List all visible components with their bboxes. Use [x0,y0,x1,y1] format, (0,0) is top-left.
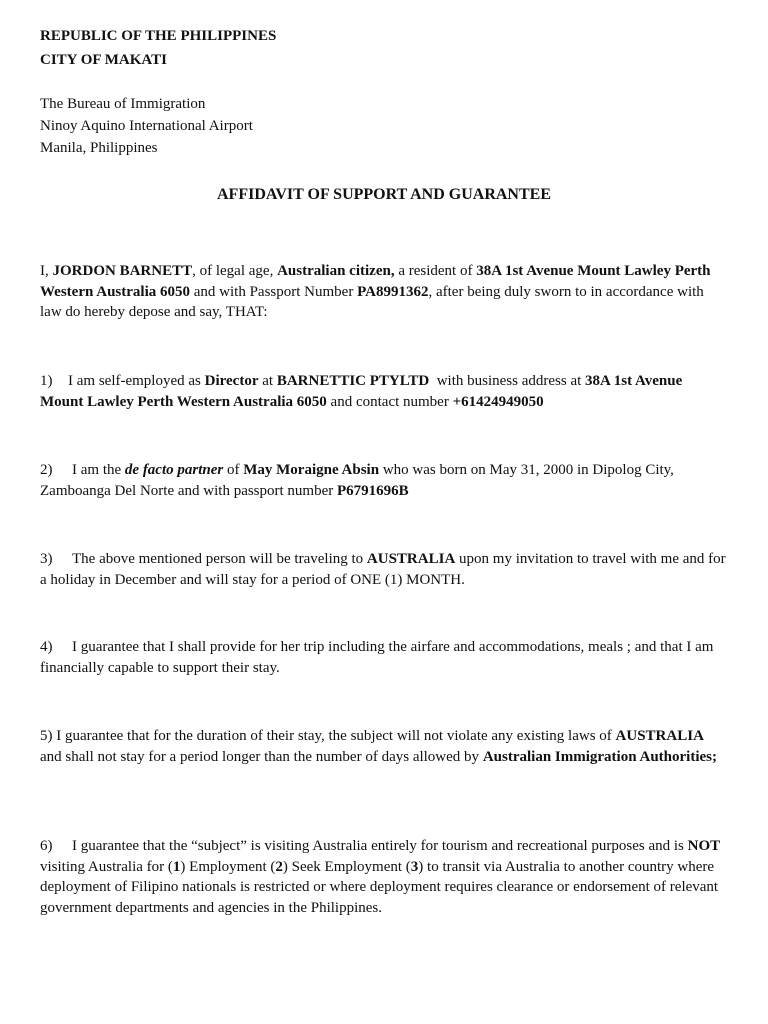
immigration-authority: Australian Immigration Authorities; [482,748,717,765]
not-emphasis: NOT [687,838,721,854]
republic-header [40,27,276,45]
paragraph-1-number: 1) [40,373,53,389]
affiant-name: JORDON BARNETT [52,263,193,279]
city-header: CITY OF MAKATI [40,52,167,68]
subject-passport: P6791696B [337,482,409,499]
item-2-number: 2 [275,858,283,875]
paragraph-4-number: 4) [40,639,53,655]
intro-text-4: and with Passport Number [190,283,358,300]
company-name: BARNETTIC PTYLTD [276,373,430,389]
business-address: 38A 1st Avenue Mount Lawley Perth Western Australia 6050 [40,373,683,410]
p6-text-4: ) Seek Employment ( [282,858,411,875]
p1-text-3: with business address at [429,373,586,389]
destination-country: AUSTRALIA [366,551,456,567]
republic-text: REPUBLIC OF THE PHILIPPINES [40,28,277,44]
p2-text-1: I am the [72,462,125,478]
paragraph-5 [40,726,728,767]
intro-text-1: I, [40,263,53,279]
p6-text-5: ) to transit via Australia to another country where deployment of Filipino nationals is restricted or where deployment requires clearance or endorsement of relevant government departments and agencies in the Philippines. [40,858,719,916]
p1-text-1: I am self-employed as [68,373,205,389]
item-1-number: 1 [172,858,181,875]
p1-text-2: at [258,373,277,389]
paragraph-6 [40,836,728,918]
p2-text-3: who was born on May 31, 2000 in Dipolog City, Zamboanga Del Norte and with passport number [40,462,674,499]
affiant-citizenship: Australian citizen, [277,263,395,279]
intro-text-2: , of legal age, [192,263,278,279]
address-line-3: Manila, Philippines [40,140,158,156]
address-line-1: The Bureau of Immigration [40,96,206,112]
p2-text-2: of [223,462,244,478]
p6-text-2: visiting Australia for ( [40,858,173,875]
intro-text-3: a resident of [394,263,477,279]
p3-text-1: The above mentioned person will be traveling to [72,551,367,567]
document-title: AFFIDAVIT OF SUPPORT AND GUARANTEE [217,186,551,203]
p6-text-3: ) Employment ( [180,858,276,875]
p5-text-2: and shall not stay for a period longer than the number of days allowed by [40,748,483,765]
relation: de facto partner [124,462,224,478]
contact-number: +61424949050 [452,393,544,410]
paragraph-3-number: 3) [40,551,53,567]
paragraph-2-number: 2) [40,462,53,478]
p5-country: AUSTRALIA [615,728,704,744]
paragraph-2 [40,460,728,501]
paragraph-4 [40,637,728,678]
p3-text-2: upon my invitation to travel with me and for a holiday in December and will stay for a period of ONE (1) MONTH. [40,551,726,588]
paragraph-3 [40,549,728,590]
intro-text-5: , after being duly sworn to in accordance with law do hereby depose and say, THAT: [40,283,704,320]
p6-text-1: I guarantee that the “subject” is visiting Australia entirely for tourism and recreational purposes and is [72,838,688,854]
p1-text-4: and contact number [326,393,453,410]
affiant-role: Director [204,373,259,389]
paragraph-6-number: 6) [40,838,53,854]
p5-text-1: I guarantee that for the duration of their stay, the subject will not violate any existing laws of [52,728,616,744]
paragraph-1 [40,371,728,412]
address-line-2: Ninoy Aquino International Airport [40,118,253,134]
item-3-number: 3 [410,858,419,875]
p4-text-1: I guarantee that I shall provide for her trip including the airfare and accommodations, meals ; and that I am financially capable to support their stay. [40,639,714,676]
paragraph-5-number: 5) [40,728,53,744]
affiant-passport: PA8991362 [357,283,429,300]
intro-paragraph [40,261,728,323]
subject-name: May Moraigne Absin [243,462,380,478]
affiant-address: 38A 1st Avenue Mount Lawley Perth Western Australia 6050 [40,263,711,300]
